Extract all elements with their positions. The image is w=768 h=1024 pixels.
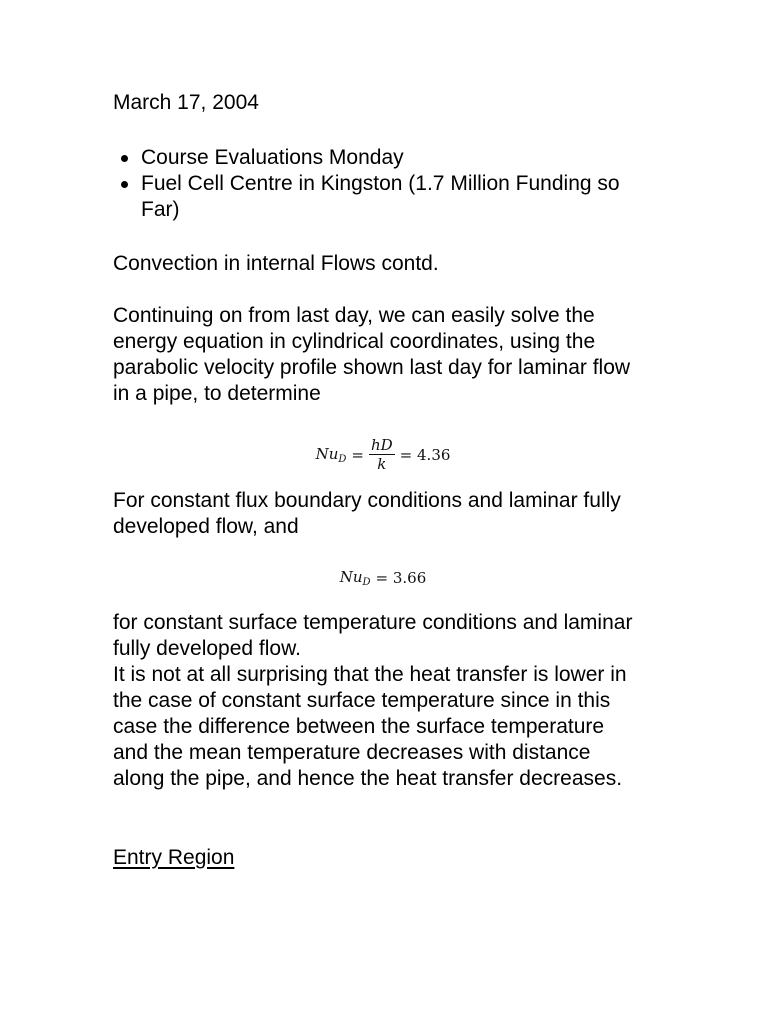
- constant-flux-paragraph: For constant flux boundary conditions and laminar fully developed flow, and: [113, 489, 621, 538]
- equation-fraction: [369, 436, 395, 473]
- list-item: [113, 171, 653, 223]
- equation-result: = 4.36: [399, 445, 451, 464]
- equation-lhs: $Nu_D$: [339, 568, 371, 588]
- equation-result: = 3.66: [375, 569, 427, 587]
- equation-constant-temperature: [113, 568, 653, 592]
- list-item-text: Course Evaluations Monday: [141, 146, 404, 169]
- section-heading-entry-region: Entry Region: [113, 846, 235, 869]
- equation-lhs: $Nu_D$: [315, 444, 347, 465]
- equation-constant-flux: $Nu_D$ = $\frac{hD}{k}$ = 4.36: [315, 436, 451, 473]
- list-item: [113, 145, 653, 171]
- fraction-denominator: k: [377, 455, 387, 473]
- bullet-icon: [121, 155, 128, 162]
- constant-temperature-paragraph: for constant surface temperature conditions and laminar fully developed flow.: [113, 611, 633, 660]
- explanation-paragraph: It is not at all surprising that the heat transfer is lower in the case of constant surface temperature since in this case the difference between the surface temperature and the mean temperature decreases with distance along the pipe, and hence the heat transfer decreases.: [113, 663, 627, 790]
- announcement-list: [113, 145, 653, 223]
- section-heading-internal-flows: Convection in internal Flows contd.: [113, 252, 439, 275]
- document-date: March 17, 2004: [113, 91, 259, 114]
- fraction-numerator: hD: [370, 436, 393, 454]
- list-item-text: Fuel Cell Centre in Kingston (1.7 Million Funding so Far): [141, 172, 620, 221]
- intro-paragraph: Continuing on from last day, we can easily solve the energy equation in cylindrical coordinates, using the parabolic velocity profile shown last day for laminar flow in a pipe, to determine: [113, 304, 631, 405]
- bullet-icon: [121, 181, 128, 188]
- constant-temperature-block: [113, 610, 643, 792]
